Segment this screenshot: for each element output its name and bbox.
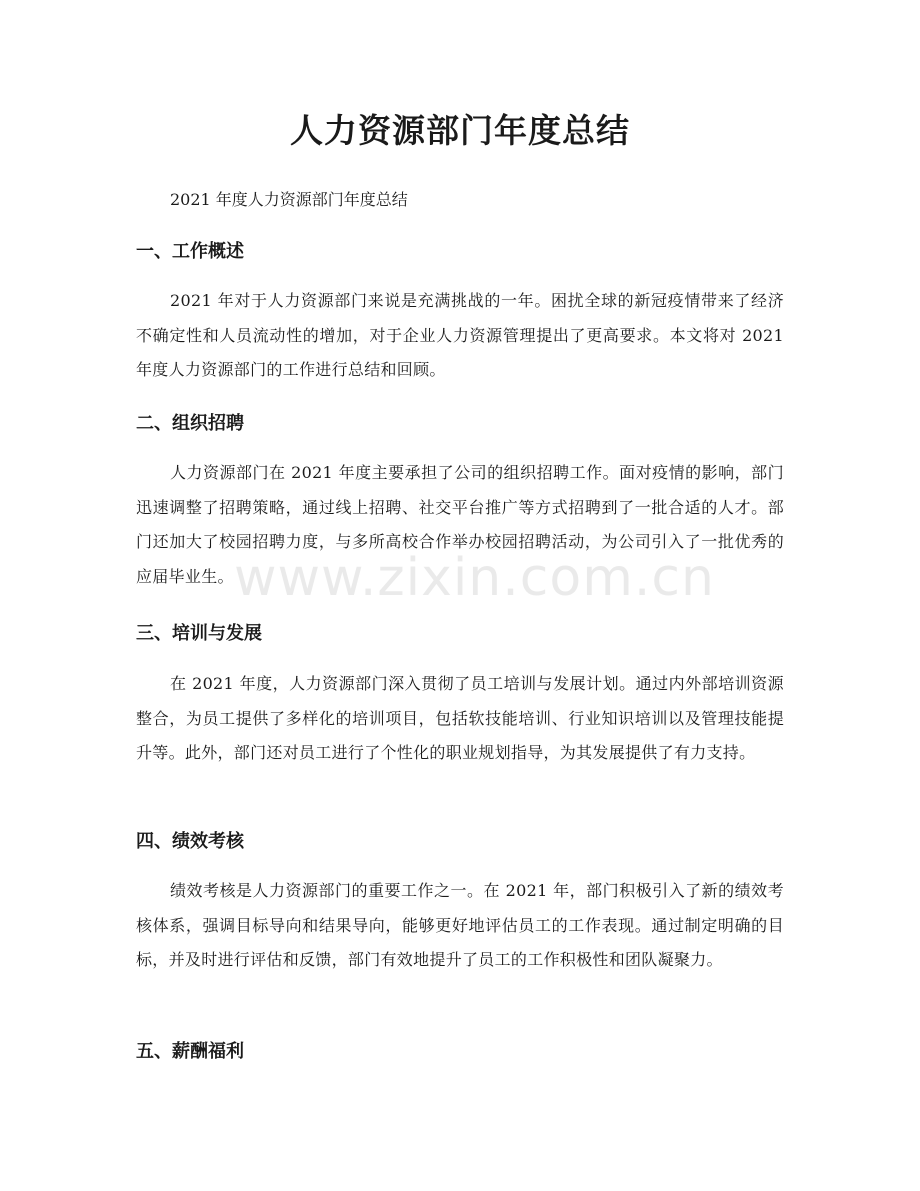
section-body-performance: 绩效考核是人力资源部门的重要工作之一。在 2021 年，部门积极引入了新的绩效考核体系，强调目标导向和结果导向，能够更好地评估员工的工作表现。通过制定明确的目标，并及时进行评估和反馈，部门有效地提升了员工的工作积极性和团队凝聚力。 xyxy=(136,881,784,969)
section-heading-recruitment: 二、组织招聘 xyxy=(136,413,244,434)
section-heading-compensation: 五、薪酬福利 xyxy=(136,1041,244,1062)
document-title: 人力资源部门年度总结 xyxy=(290,111,630,150)
section-body-recruitment: 人力资源部门在 2021 年度主要承担了公司的组织招聘工作。面对疫情的影响，部门迅速调整了招聘策略，通过线上招聘、社交平台推广等方式招聘到了一批合适的人才。部门还加大了校园招聘力度，与多所高校合作举办校园招聘活动，为公司引入了一批优秀的应届毕业生。 xyxy=(136,463,784,586)
section-heading-training: 三、培训与发展 xyxy=(136,623,262,644)
watermark-text: www.zixin.com.cn xyxy=(234,548,715,608)
section-body-overview: 2021 年对于人力资源部门来说是充满挑战的一年。困扰全球的新冠疫情带来了经济不确定性和人员流动性的增加，对于企业人力资源管理提出了更高要求。本文将对 2021 年度人力资源部门的工作进行总结和回顾。 xyxy=(136,291,784,379)
document-subtitle: 2021 年度人力资源部门年度总结 xyxy=(170,190,408,209)
section-heading-overview: 一、工作概述 xyxy=(136,241,244,262)
section-body-training: 在 2021 年度，人力资源部门深入贯彻了员工培训与发展计划。通过内外部培训资源整合，为员工提供了多样化的培训项目，包括软技能培训、行业知识培训以及管理技能提升等。此外，部门还对员工进行了个性化的职业规划指导，为其发展提供了有力支持。 xyxy=(136,674,784,762)
section-heading-performance: 四、绩效考核 xyxy=(136,831,244,852)
